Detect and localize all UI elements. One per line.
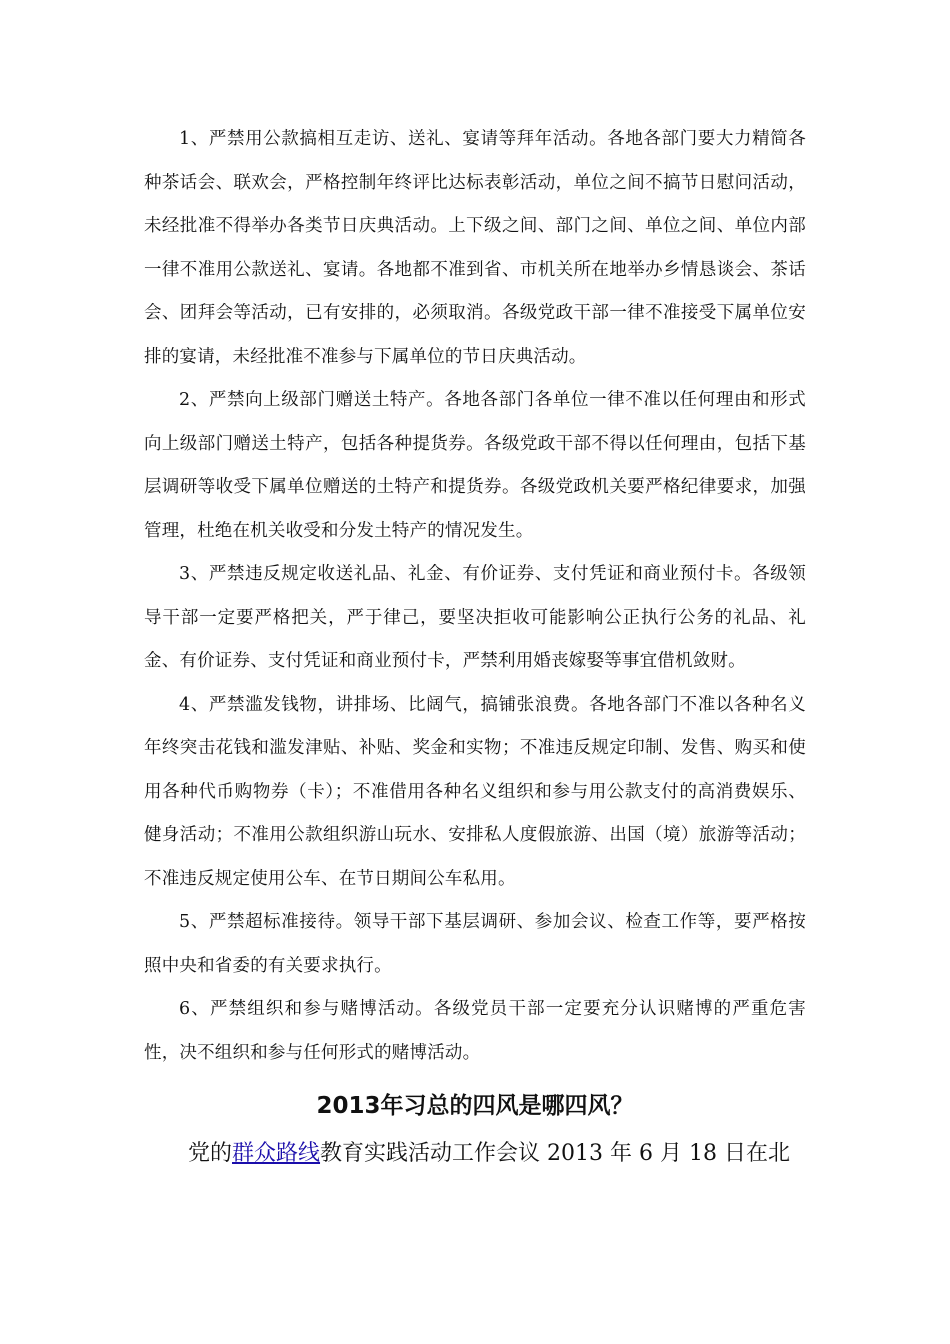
document-body [144, 118, 806, 1177]
paragraph-rule-3: 3、严禁违反规定收送礼品、礼金、有价证券、支付凭证和商业预付卡。各级领导干部一定要严格把关，严于律己，要坚决拒收可能影响公正执行公务的礼品、礼金、有价证券、支付凭证和商业预付卡，严禁利用婚丧嫁娶等事宜借机敛财。 [144, 564, 806, 671]
mass-line-link[interactable]: 群众路线 [232, 1141, 321, 1166]
paragraph-rule-4: 4、严禁滥发钱物，讲排场、比阔气，搞铺张浪费。各地各部门不准以各种名义年终突击花钱和滥发津贴、补贴、奖金和实物；不准违反规定印制、发售、购买和使用各种代币购物券（卡）；不准借用各种名义组织和参与用公款支付的高消费娱乐、健身活动；不准用公款组织游山玩水、安排私人度假旅游、出国（境）旅游等活动；不准违反规定使用公车、在节日期间公车私用。 [144, 694, 806, 889]
final-text-after: 教育实践活动工作会议 2013 年 6 月 18 日在北 [320, 1141, 790, 1166]
final-paragraph [144, 1131, 806, 1177]
paragraph-rule-5: 5、严禁超标准接待。领导干部下基层调研、参加会议、检查工作等，要严格按照中央和省委的有关要求执行。 [144, 912, 806, 976]
paragraph-rule-2: 2、严禁向上级部门赠送土特产。各地各部门各单位一律不准以任何理由和形式向上级部门赠送土特产，包括各种提货券。各级党政干部不得以任何理由，包括下基层调研等收受下属单位赠送的土特产和提货券。各级党政机关要严格纪律要求，加强管理，杜绝在机关收受和分发土特产的情况发生。 [144, 390, 806, 541]
final-text-before: 党的 [188, 1141, 233, 1166]
paragraph-rule-1: 1、严禁用公款搞相互走访、送礼、宴请等拜年活动。各地各部门要大力精简各种茶话会、联欢会，严格控制年终评比达标表彰活动，单位之间不搞节日慰问活动，未经批准不得举办各类节日庆典活动。上下级之间、部门之间、单位之间、单位内部一律不准用公款送礼、宴请。各地都不准到省、市机关所在地举办乡情恳谈会、茶话会、团拜会等活动，已有安排的，必须取消。各级党政干部一律不准接受下属单位安排的宴请，未经批准不准参与下属单位的节日庆典活动。 [144, 129, 806, 367]
section-heading: 2013年习总的四风是哪四风？ [316, 1093, 634, 1119]
paragraph-rule-6: 6、严禁组织和参与赌博活动。各级党员干部一定要充分认识赌博的严重危害性，决不组织和参与任何形式的赌博活动。 [144, 999, 806, 1063]
